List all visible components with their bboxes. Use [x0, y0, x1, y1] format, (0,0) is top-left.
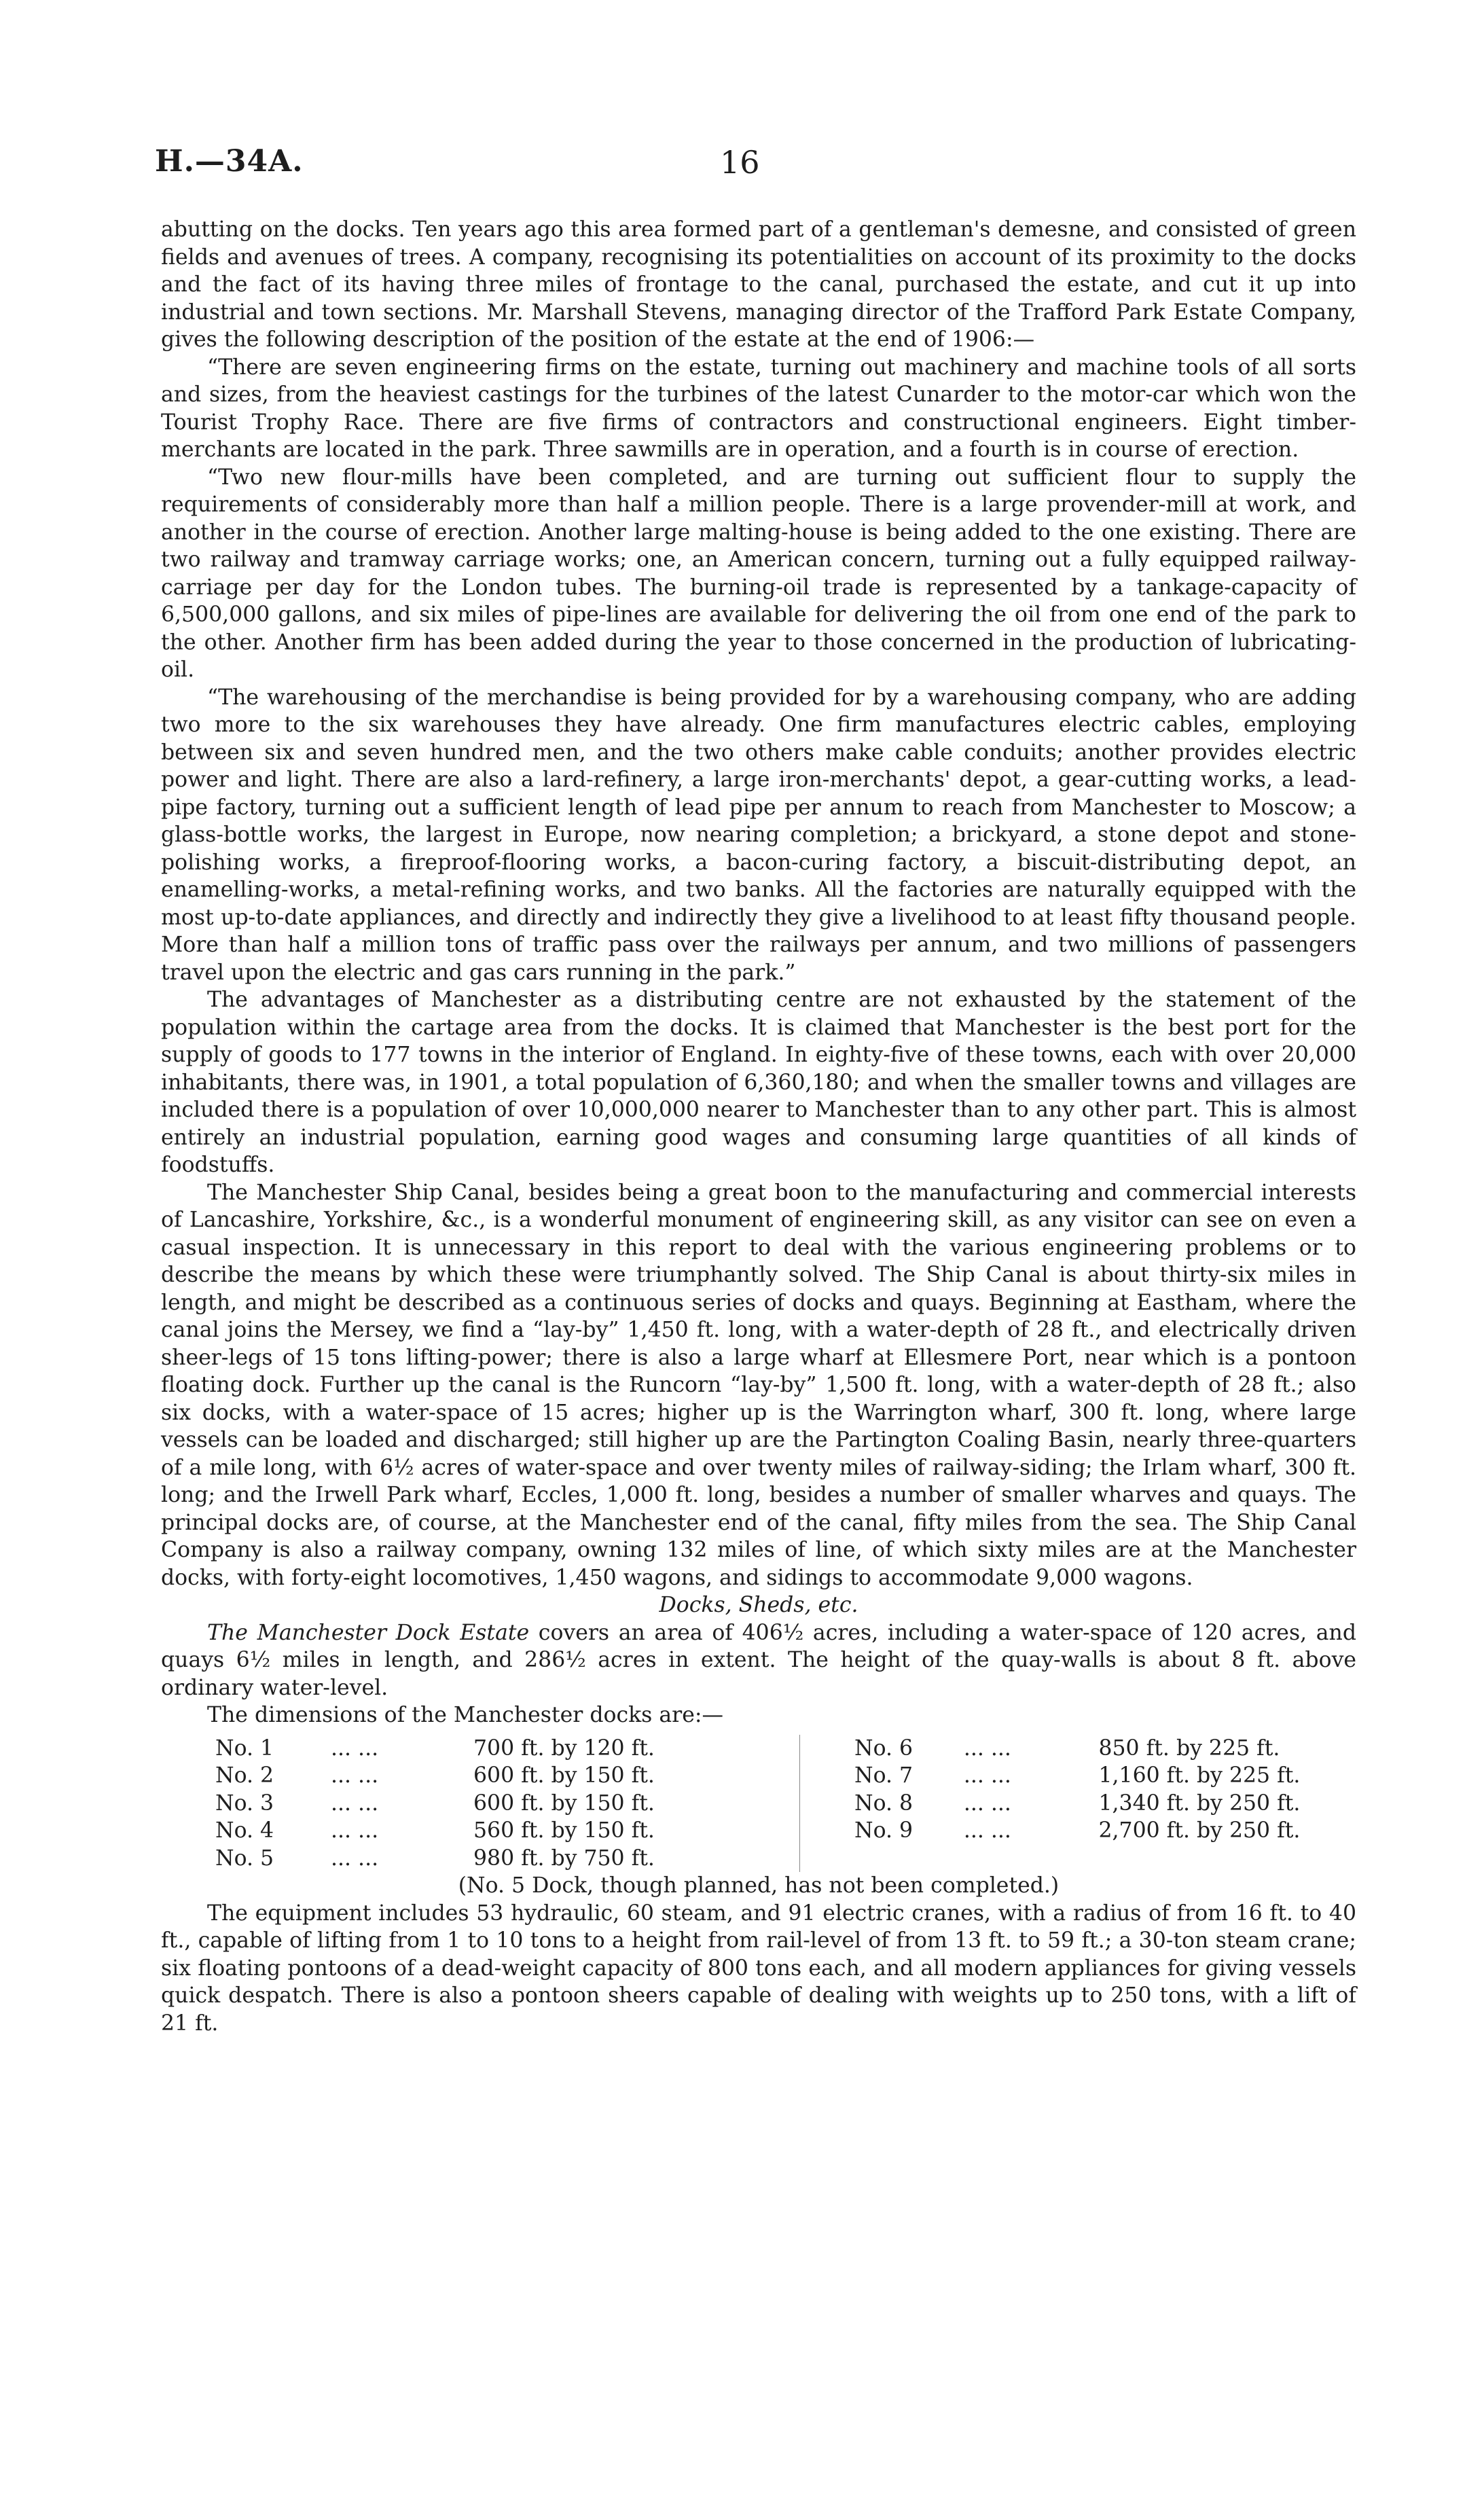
- quote-paragraph: “The warehousing of the merchandise is being provided for by a warehousing company, who are adding two more to the six warehouses they have already. One firm manufactures electric cables, employing between six and seven hundred men, and the two others make cable conduits; another provides electric power and light. There are also a lard-refinery, a large iron-merchants' depot, a gear-cutting works, a lead-pipe factory, turning out a sufficient length of lead pipe per annum to reach from Manchester to Moscow; a glass-bottle works, the largest in Europe, now nearing completion; a brickyard, a stone depot and stone-polishing works, a fireproof-flooring works, a bacon-curing factory, a biscuit-distributing depot, an enamelling-works, a metal-refining works, and two banks. All the factories are naturally equipped with the most up-to-date appliances, and directly and indirectly they give a livelihood to at least fifty thousand people. More than half a million tons of traffic pass over the railways per annum, and two millions of passengers travel upon the electric and gas cars running in the park.”: [161, 685, 1356, 985]
- page-header: [0, 144, 1484, 185]
- paragraph: The advantages of Manchester as a distributing centre are not exhausted by the statement of the population within the cartage area from the docks. It is claimed that Manchester is the best port for the supply of goods to 177 towns in the interior of England. In eighty-five of these towns, each with over 20,000 inhabitants, there was, in 1901, a total population of 6,360,180; and when the smaller towns and villages are included there is a population of over 10,000,000 nearer to Manchester than to any other part. This is almost entirely an industrial population, earning good wages and consuming large quantities of all kinds of foodstuffs.: [161, 988, 1356, 1177]
- dock-column-left: [215, 1735, 799, 1873]
- leader-dots: ... ...: [331, 1845, 379, 1871]
- dock-name: No. 9: [854, 1818, 913, 1843]
- dock-dimension: 600 ft. by 150 ft.: [473, 1763, 655, 1788]
- dock-dimensions-table: [215, 1735, 1356, 1873]
- page-number: 16: [720, 144, 760, 181]
- leader-dots: ... ...: [963, 1818, 1011, 1843]
- dock-dimension: 980 ft. by 750 ft.: [473, 1845, 655, 1871]
- table-row: [215, 1817, 799, 1845]
- leader-dots: ... ...: [963, 1790, 1011, 1816]
- table-row: [215, 1735, 799, 1763]
- paragraph: abutting on the docks. Ten years ago this area formed part of a gentleman's demesne, and consisted of green fields and avenues of trees. A company, recognising its potentialities on account of its proximity to the docks and the fact of its having three miles of frontage to the canal, purchased the estate, and cut it up into industrial and town sections. Mr. Marshall Stevens, managing director of the Trafford Park Estate Company, gives the following description of the position of the estate at the end of 1906:—: [161, 217, 1356, 352]
- quote-paragraph: “Two new flour-mills have been completed, and are turning out sufficient flour to supply the requirements of considerably more than half a million people. There is a large provender-mill at work, and another in the course of erection. Another large malting-house is being added to the one existing. There are two railway and tramway carriage works; one, an American concern, turning out a fully equipped railway-carriage per day for the London tubes. The burning-oil trade is represented by a tankage-capacity of 6,500,000 gallons, and six miles of pipe-lines are available for delivering the oil from one end of the park to the other. Another firm has been added during the year to those concerned in the production of lubricating-oil.: [161, 465, 1356, 682]
- dock-name: No. 5: [215, 1845, 274, 1871]
- dimensions-intro: The dimensions of the Manchester docks are:—: [207, 1703, 723, 1727]
- table-row: [854, 1762, 1330, 1790]
- table-row: [854, 1817, 1330, 1845]
- body-text: [161, 216, 1356, 2037]
- dock-column-right: [799, 1735, 1330, 1873]
- dock-name: No. 6: [854, 1735, 913, 1761]
- estate-text: covers an area of 406½ acres, including a water-space of 120 acres, and quays 6½ miles in length, and 286½ acres in extent. The height of the quay-walls is about 8 ft. above ordinary water-level.: [161, 1620, 1356, 1700]
- section-heading: Docks, Sheds, etc.: [659, 1593, 858, 1617]
- dock-dimension: 1,340 ft. by 250 ft.: [1098, 1790, 1301, 1816]
- equipment-paragraph: The equipment includes 53 hydraulic, 60 steam, and 91 electric cranes, with a radius of from 16 ft. to 40 ft., capable of lifting from 1 to 10 tons to a height from rail-level of from 13 ft. to 59 ft.; a 30-ton steam crane; six floating pontoons of a dead-weight capacity of 800 tons each, and all modern appliances for giving vessels quick despatch. There is also a pontoon sheers capable of dealing with weights up to 250 tons, with a lift of 21 ft.: [161, 1901, 1356, 2036]
- dock-name: No. 7: [854, 1763, 913, 1788]
- dock-dimension: 2,700 ft. by 250 ft.: [1098, 1818, 1301, 1843]
- dock-dimension: 600 ft. by 150 ft.: [473, 1790, 655, 1816]
- dock-name: No. 4: [215, 1818, 274, 1843]
- dock-name: No. 1: [215, 1735, 274, 1761]
- leader-dots: ... ...: [331, 1763, 379, 1788]
- estate-paragraph: [161, 1619, 1356, 1702]
- paragraph: The Manchester Ship Canal, besides being a great boon to the manufacturing and commercial interests of Lancashire, Yorkshire, &c., is a wonderful monument of engineering skill, as any visitor can see on even a casual inspection. It is unnecessary in this report to deal with the various engineering problems or to describe the means by which these were triumphantly solved. The Ship Canal is about thirty-six miles in length, and might be described as a continuous series of docks and quays. Beginning at Eastham, where the canal joins the Mersey, we find a “lay-by” 1,450 ft. long, with a water-depth of 28 ft., and electrically driven sheer-legs of 15 tons lifting-power; there is also a large wharf at Ellesmere Port, near which is a pontoon floating dock. Further up the canal is the Runcorn “lay-by” 1,500 ft. long, with a water-depth of 28 ft.; also six docks, with a water-space of 15 acres; higher up is the Warrington wharf, 300 ft. long, where large vessels can be loaded and discharged; still higher up are the Partington Coaling Basin, nearly three-quarters of a mile long, with 6½ acres of water-space and over twenty miles of railway-siding; the Irlam wharf, 300 ft. long; and the Irwell Park wharf, Eccles, 1,000 ft. long, besides a number of smaller wharves and quays. The principal docks are, of course, at the Manchester end of the canal, fifty miles from the sea. The Ship Canal Company is also a railway company, owning 132 miles of line, of which sixty miles are at the Manchester docks, with forty-eight locomotives, 1,450 wagons, and sidings to accommodate 9,000 wagons.: [161, 1180, 1356, 1590]
- table-row: [215, 1790, 799, 1818]
- dock-name: No. 8: [854, 1790, 913, 1816]
- document-reference: H.—34A.: [155, 144, 304, 179]
- table-row: [854, 1735, 1330, 1763]
- table-row: [215, 1762, 799, 1790]
- leader-dots: ... ...: [331, 1790, 379, 1816]
- leader-dots: ... ...: [331, 1818, 379, 1843]
- dock-dimension: 1,160 ft. by 225 ft.: [1098, 1763, 1301, 1788]
- estate-title: The Manchester Dock Estate: [207, 1620, 530, 1645]
- dock-dimension: 560 ft. by 150 ft.: [473, 1818, 655, 1843]
- table-row: [215, 1845, 799, 1873]
- leader-dots: ... ...: [331, 1735, 379, 1761]
- quote-paragraph: “There are seven engineering firms on the estate, turning out machinery and machine tools of all sorts and sizes, from the heaviest castings for the turbines of the latest Cunarder to the motor-car which won the Tourist Trophy Race. There are five firms of contractors and constructional engineers. Eight timber-merchants are located in the park. Three sawmills are in operation, and a fourth is in course of erection.: [161, 355, 1356, 462]
- dock-name: No. 3: [215, 1790, 274, 1816]
- dock-dimension: 700 ft. by 120 ft.: [473, 1735, 655, 1761]
- leader-dots: ... ...: [963, 1735, 1011, 1761]
- leader-dots: ... ...: [963, 1763, 1011, 1788]
- table-row: [854, 1790, 1330, 1818]
- dock-note: (No. 5 Dock, though planned, has not been completed.): [458, 1873, 1060, 1898]
- dock-name: No. 2: [215, 1763, 274, 1788]
- dock-dimension: 850 ft. by 225 ft.: [1098, 1735, 1280, 1761]
